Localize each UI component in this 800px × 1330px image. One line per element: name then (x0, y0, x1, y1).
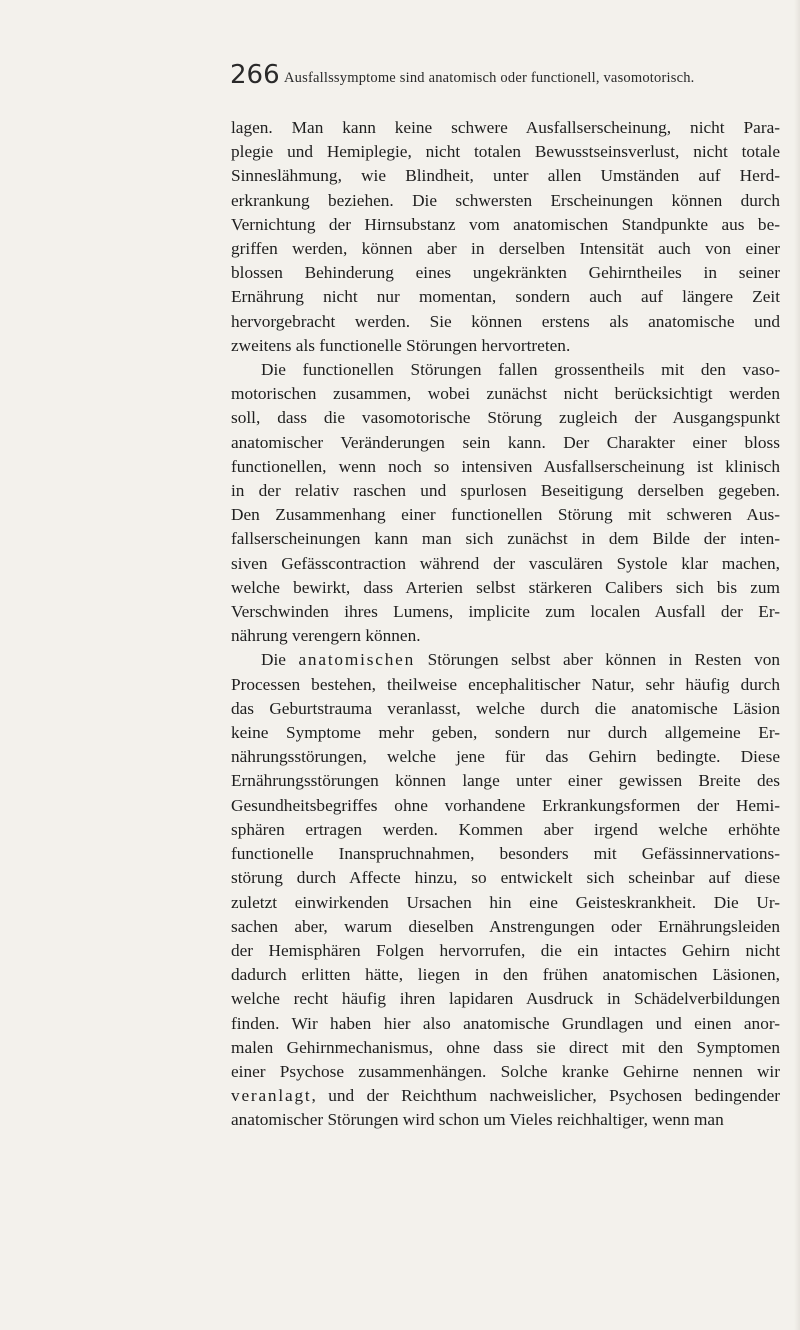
page-header (230, 60, 790, 96)
text-line: das Geburtstrauma veranlasst, welche durch die anatomische Läsion (231, 698, 780, 718)
text-line (231, 1084, 780, 1108)
text-line: Verschwinden ihres Lumens, implicite zum localen Ausfall der Er- (231, 602, 780, 622)
text-line: der Hemisphären Folgen hervorrufen, die ein intactes Gehirn nicht (231, 940, 780, 960)
text-line: blossen Behinderung eines ungekränkten Gehirntheiles in seiner (231, 263, 780, 283)
text-line: soll, dass die vasomotorische Störung zugleich der Ausgangspunkt (231, 408, 780, 428)
text-line: siven Gefässcontraction während der vasculären Systole klar machen, (231, 553, 780, 573)
text-line: Sinneslähmung, wie Blindheit, unter allen Umständen auf Herd- (231, 166, 780, 186)
text-line: keine Symptome mehr geben, sondern nur durch allgemeine Er- (231, 723, 780, 743)
text-line: welche bewirkt, dass Arterien selbst stärkeren Calibers sich bis zum (231, 577, 780, 597)
text-line: functionelle Inanspruchnahmen, besonders mit Gefässinnervations- (231, 844, 780, 864)
text-line: anatomischer Störungen wird schon um Vieles reichhaltiger, wenn man (231, 1110, 724, 1130)
text-line: störung durch Affecte hinzu, so entwickelt sich scheinbar auf diese (231, 868, 780, 888)
text-line-part: Störungen selbst aber können in Resten von (415, 650, 780, 670)
text-line: Vernichtung der Hirnsubstanz vom anatomischen Standpunkte aus be- (231, 214, 780, 234)
text-line: Ernährungsstörungen können lange unter einer gewissen Breite des (231, 771, 780, 791)
text-line: sphären ertragen werden. Kommen aber irgend welche erhöhte (231, 819, 780, 839)
text-line: zweitens als functionelle Störungen hervortreten. (231, 335, 571, 355)
text-line: Gesundheitsbegriffes ohne vorhandene Erkrankungsformen der Hemi- (231, 795, 780, 815)
text-line: motorischen zusammen, wobei zunächst nicht berücksichtigt werden (231, 384, 780, 404)
text-line: Die functionellen Störungen fallen grossentheils mit den vaso- (261, 360, 780, 380)
text-line-part: Die (261, 650, 299, 670)
running-head: Ausfallssymptome sind anatomisch oder functionell, vasomotorisch. (284, 70, 695, 86)
text-line: in der relativ raschen und spurlosen Beseitigung derselben gegeben. (231, 481, 780, 501)
text-line: Processen bestehen, theilweise encephalitischer Natur, sehr häufig durch (231, 674, 780, 694)
text-line: sachen aber, warum dieselben Anstrengungen oder Ernährungsleiden (231, 916, 780, 936)
text-line: functionellen, wenn noch so intensiven Ausfallserscheinung ist klinisch (231, 456, 780, 476)
text-line-part: , und der Reichthum nachweislicher, Psychosen bedingender (311, 1086, 780, 1106)
text-line: nährungsstörungen, welche jene für das Gehirn bedingte. Diese (231, 747, 780, 767)
body-text (231, 116, 780, 1133)
text-line: dadurch erlitten hätte, liegen in den frühen anatomischen Läsionen, (231, 965, 780, 985)
spaced-emphasis: anatomischen (298, 650, 416, 670)
text-line: nährung verengern können. (231, 626, 421, 646)
text-line: Ernährung nicht nur momentan, sondern auch auf längere Zeit (231, 287, 780, 307)
text-line (231, 648, 780, 672)
text-line: fallserscheinungen kann man sich zunächst in dem Bilde der inten- (231, 529, 780, 549)
text-line: griffen werden, können aber in derselben Intensität auch von einer (231, 239, 780, 259)
text-line: erkrankung beziehen. Die schwersten Erscheinungen können durch (231, 190, 780, 210)
text-line: malen Gehirnmechanismus, ohne dass sie direct mit den Symptomen (231, 1037, 780, 1057)
page-number: 266 (230, 60, 280, 90)
text-line: Den Zusammenhang einer functionellen Störung mit schweren Aus- (231, 505, 780, 525)
text-line: lagen. Man kann keine schwere Ausfallserscheinung, nicht Para- (231, 118, 780, 137)
text-line: finden. Wir haben hier also anatomische Grundlagen und einen anor- (231, 1013, 780, 1033)
text-line: einer Psychose zusammenhängen. Solche kranke Gehirne nennen wir (231, 1061, 780, 1081)
text-line: zuletzt einwirkenden Ursachen hin eine Geisteskrankheit. Die Ur- (231, 892, 780, 912)
text-line: welche recht häufig ihren lapidaren Ausdruck in Schädelverbildungen (231, 989, 780, 1009)
page-edge (794, 0, 800, 1330)
text-line: anatomischer Veränderungen sein kann. Der Charakter einer bloss (231, 432, 780, 452)
spaced-emphasis: veranlagt (231, 1086, 312, 1106)
text-line: plegie und Hemiplegie, nicht totalen Bewusstseinsverlust, nicht totale (231, 142, 780, 162)
text-line: hervorgebracht werden. Sie können erstens als anatomische und (231, 311, 780, 331)
